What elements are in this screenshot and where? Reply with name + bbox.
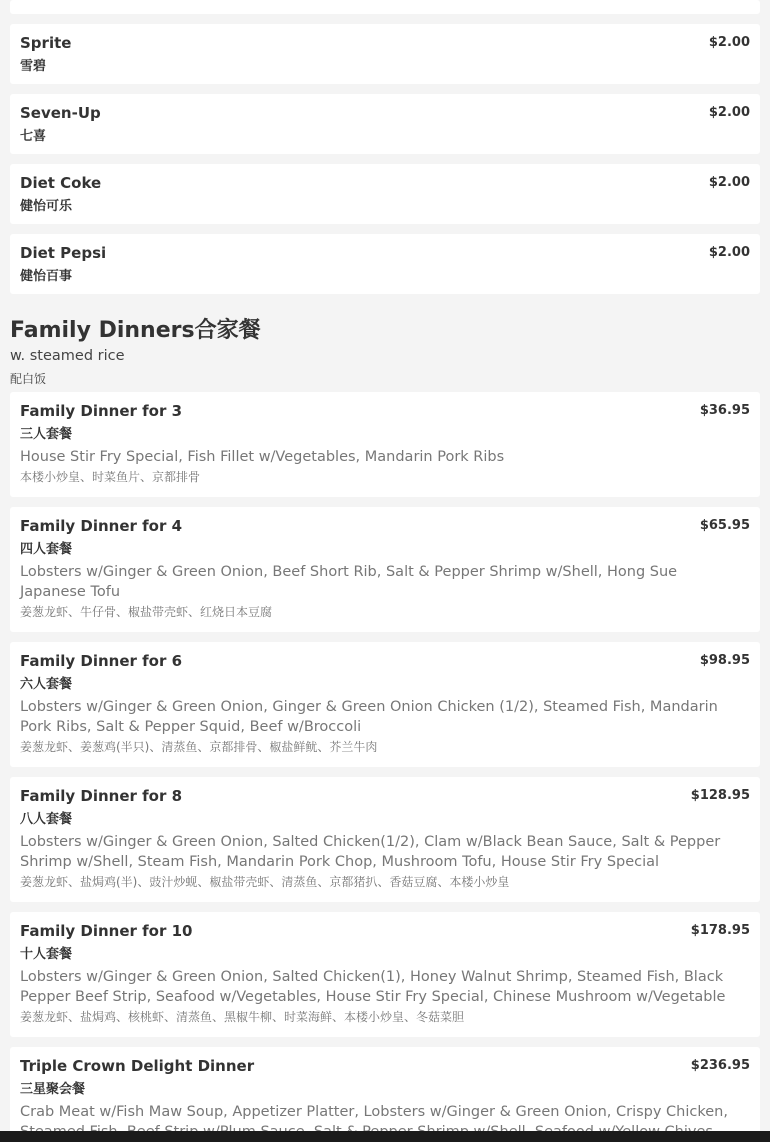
item-description-chinese: 姜葱龙虾、盐焗鸡(半)、豉汁炒蚬、椒盐带壳虾、清蒸鱼、京都猪扒、香菇豆腐、本楼小炒皇	[20, 875, 510, 889]
item-name: Family Dinner for 6	[20, 652, 183, 670]
item-price: $178.95	[690, 923, 750, 938]
menu-item-triple-crown-delight-dinner[interactable]	[10, 1047, 760, 1142]
item-name-chinese: 十人套餐	[20, 947, 73, 962]
item-description-english: House Stir Fry Special, Fish Fillet w/Vegetables, Mandarin Pork Ribs	[20, 449, 505, 465]
item-description-english: Lobsters w/Ginger & Green Onion, Salted Chicken(1), Honey Walnut Shrimp, Steamed Fish, Black Pepper Beef Strip, Seafood w/Vegetables, House Stir Fry Special, Chinese Mushroom w/Vegetable	[20, 969, 726, 1005]
item-name-chinese: 七喜	[20, 129, 47, 144]
menu-item-diet-coke[interactable]	[10, 164, 760, 224]
menu-item-seven-up[interactable]	[10, 94, 760, 154]
menu-item-card-partial[interactable]	[10, 0, 760, 14]
item-price: $128.95	[690, 788, 750, 803]
item-description-english: Lobsters w/Ginger & Green Onion, Ginger & Green Onion Chicken (1/2), Steamed Fish, Mandarin Pork Ribs, Salt & Pepper Squid, Beef w/Broccoli	[20, 699, 718, 735]
item-description-english: Crab Meat w/Fish Maw Soup, Appetizer Platter, Lobsters w/Ginger & Green Onion, Crispy Chicken,	[20, 1104, 728, 1120]
item-name: Family Dinner for 8	[20, 787, 183, 805]
item-price: $2.00	[708, 175, 750, 190]
item-name: Seven-Up	[20, 104, 101, 122]
item-price: $2.00	[708, 105, 750, 120]
item-description-english: Lobsters w/Ginger & Green Onion, Salted Chicken(1/2), Clam w/Black Bean Sauce, Salt & Pepper Shrimp w/Shell, Steam Fish, Mandarin Pork Chop, Mushroom Tofu, House Stir Fry Special	[20, 834, 721, 870]
section-subtitle-chinese: 配白饭	[10, 372, 47, 386]
menu-item-family-dinner-6[interactable]	[10, 642, 760, 767]
item-name-chinese: 健怡可乐	[20, 199, 73, 214]
item-name: Family Dinner for 10	[20, 922, 193, 940]
item-description-chinese: 姜葱龙虾、姜葱鸡(半只)、清蒸鱼、京都排骨、椒盐鲜鱿、芥兰牛肉	[20, 740, 378, 754]
item-name-chinese: 三星聚会餐	[20, 1082, 86, 1097]
menu-item-diet-pepsi[interactable]	[10, 234, 760, 294]
item-name: Diet Coke	[20, 174, 102, 192]
item-name: Diet Pepsi	[20, 244, 107, 262]
item-name: Triple Crown Delight Dinner	[20, 1057, 255, 1075]
menu-item-family-dinner-3[interactable]	[10, 392, 760, 497]
item-price: $36.95	[699, 403, 750, 418]
item-price: $236.95	[690, 1058, 750, 1073]
menu-item-family-dinner-4[interactable]	[10, 507, 760, 632]
item-name: Sprite	[20, 34, 72, 52]
menu-item-family-dinner-10[interactable]	[10, 912, 760, 1037]
menu-item-family-dinner-8[interactable]	[10, 777, 760, 902]
item-name-chinese: 三人套餐	[20, 427, 73, 442]
item-price: $65.95	[699, 518, 750, 533]
item-name-chinese: 八人套餐	[20, 812, 73, 827]
item-description-chinese: 本楼小炒皇、时菜鱼片、京都排骨	[20, 470, 201, 484]
section-subtitle: w. steamed rice	[10, 348, 125, 364]
item-description	[20, 447, 735, 487]
item-name-chinese: 雪碧	[20, 59, 47, 74]
item-description	[20, 562, 735, 622]
item-description	[20, 967, 735, 1027]
item-name: Family Dinner for 4	[20, 517, 183, 535]
item-description-english: Lobsters w/Ginger & Green Onion, Beef Short Rib, Salt & Pepper Shrimp w/Shell, Hong Sue Japanese Tofu	[20, 564, 678, 600]
item-price: $2.00	[708, 35, 750, 50]
item-name-chinese: 六人套餐	[20, 677, 73, 692]
item-name-chinese: 健怡百事	[20, 269, 73, 284]
menu-item-sprite[interactable]	[10, 24, 760, 84]
section-title: Family Dinners合家餐	[10, 318, 261, 343]
item-price: $98.95	[699, 653, 750, 668]
item-description	[20, 697, 735, 757]
item-price: $2.00	[708, 245, 750, 260]
item-description-chinese: 姜葱龙虾、牛仔骨、椒盐带壳虾、红烧日本豆腐	[20, 605, 273, 619]
item-description-chinese: 姜葱龙虾、盐焗鸡、核桃虾、清蒸鱼、黑椒牛柳、时菜海鲜、本楼小炒皇、冬菇菜胆	[20, 1010, 465, 1024]
item-name: Family Dinner for 3	[20, 402, 183, 420]
item-description	[20, 832, 735, 892]
bottom-bar	[0, 1131, 770, 1142]
item-name-chinese: 四人套餐	[20, 542, 73, 557]
